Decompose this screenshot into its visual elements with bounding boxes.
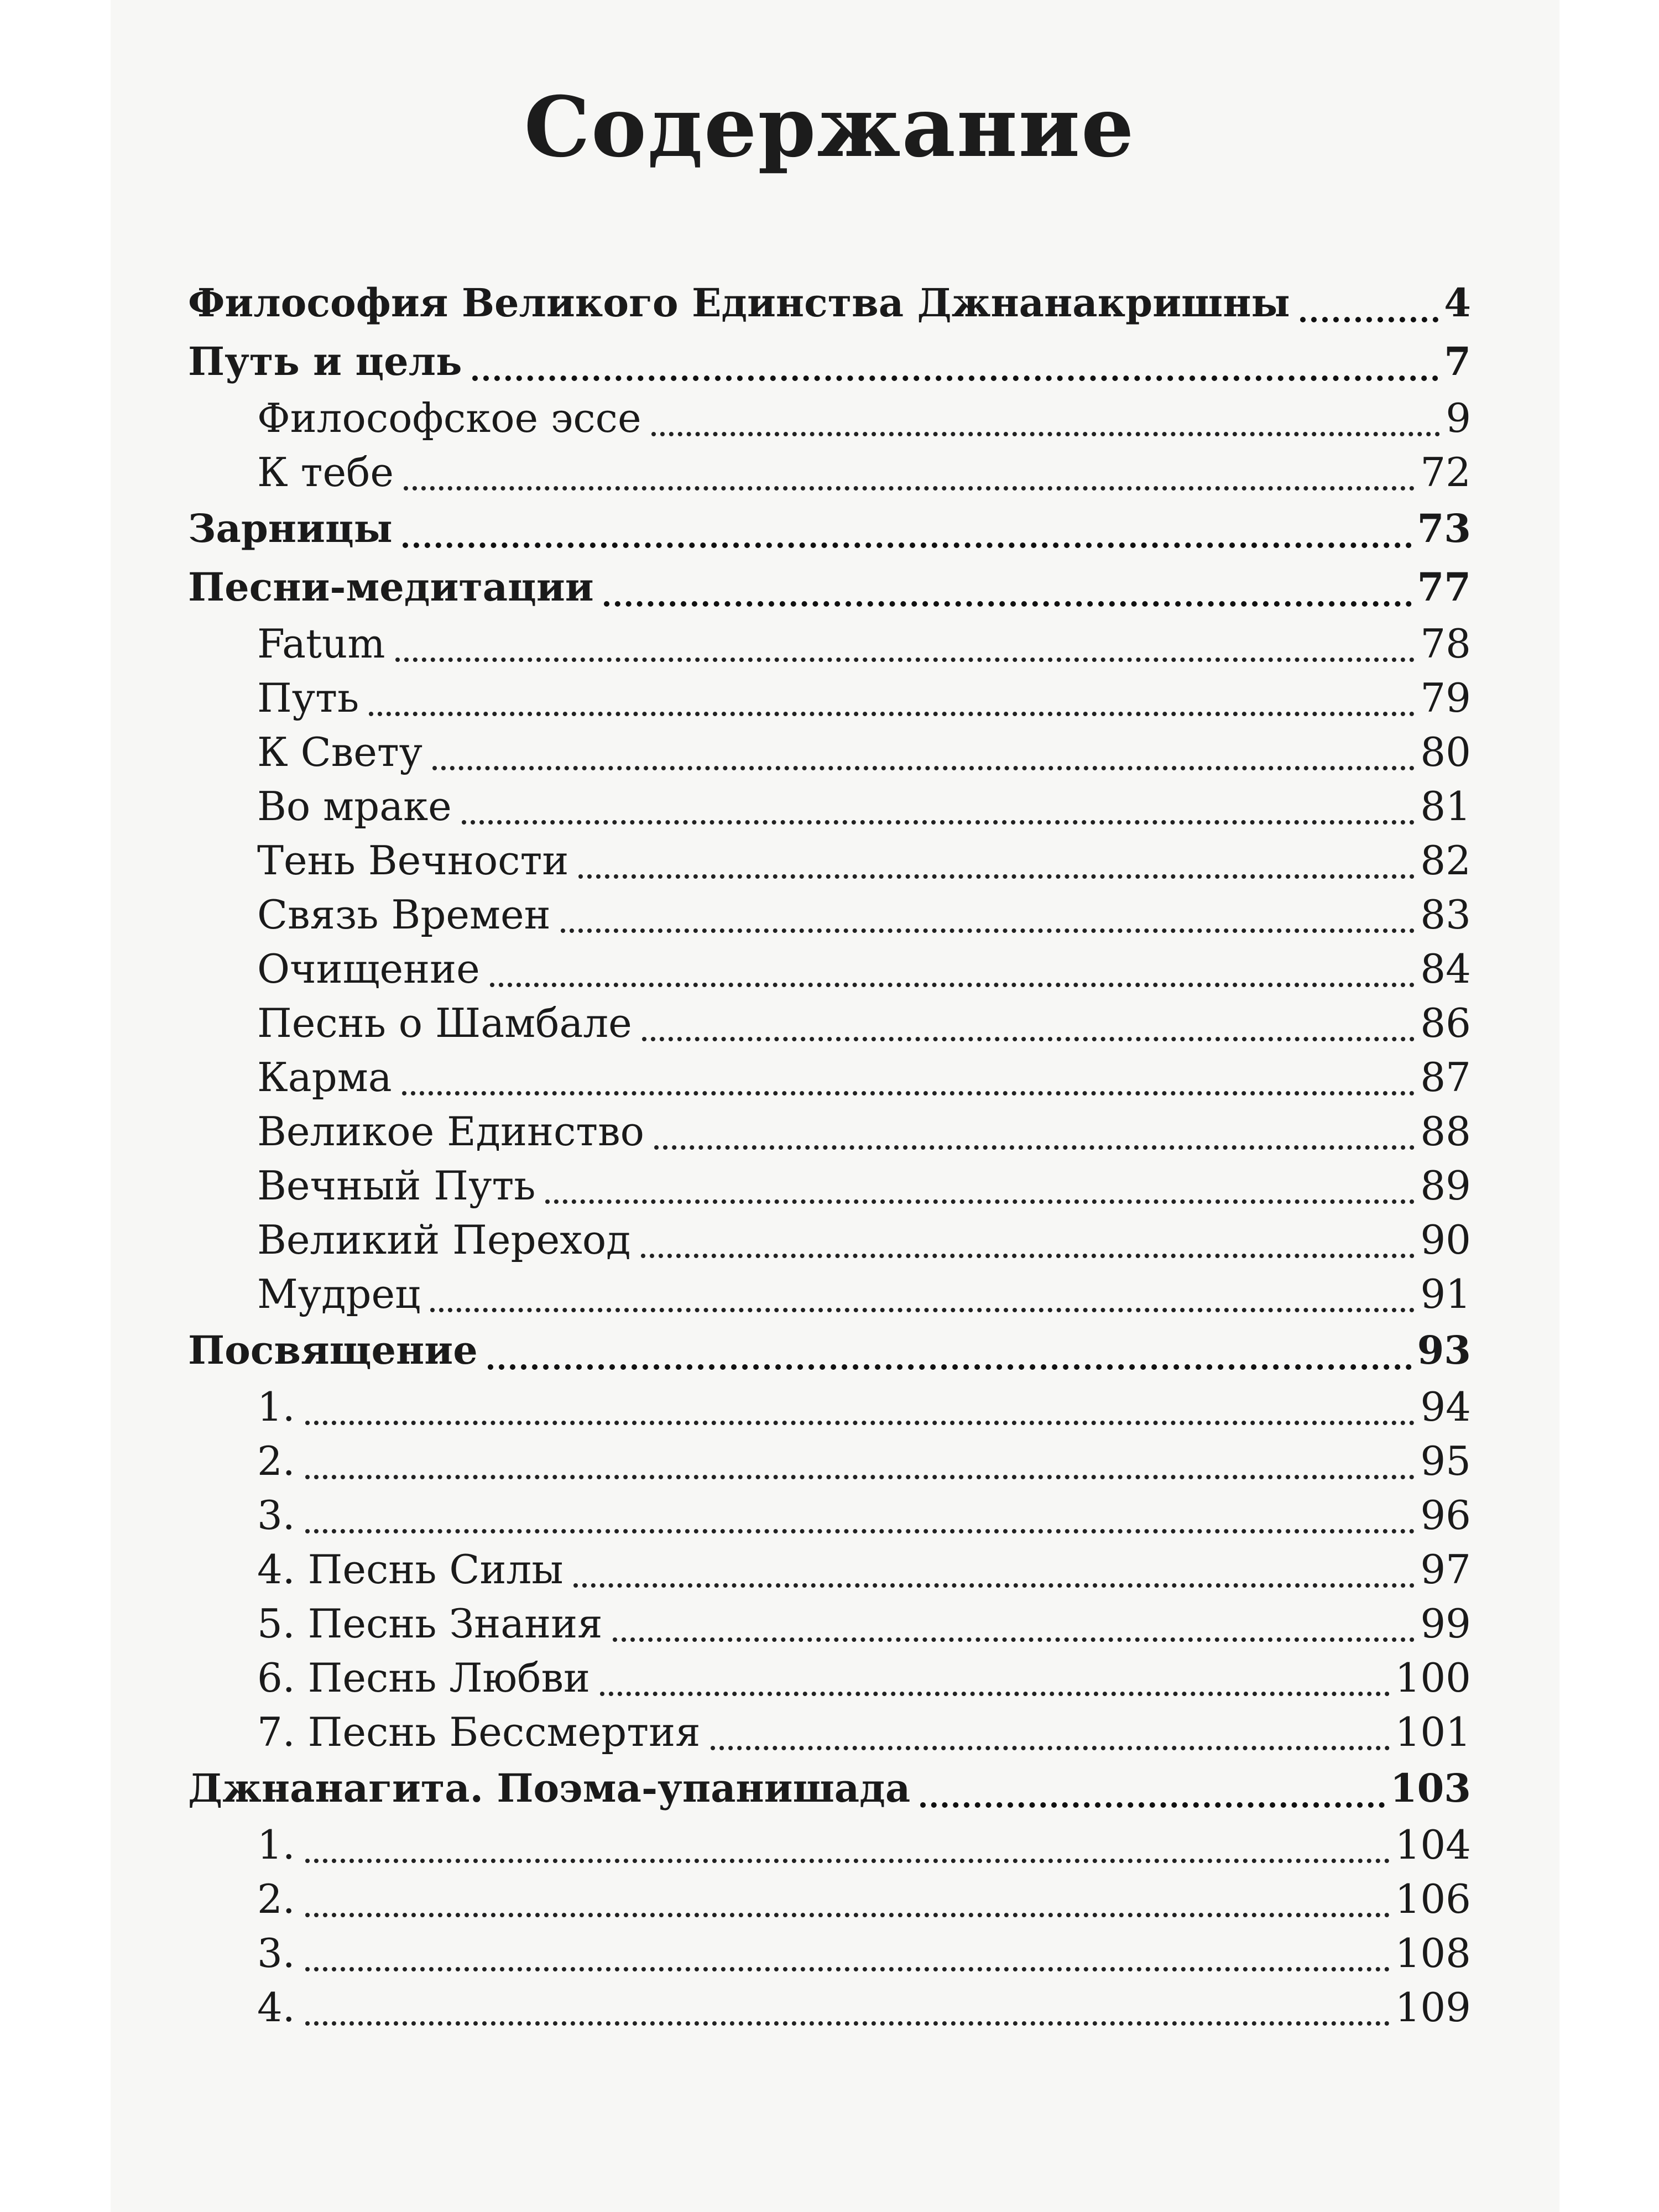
toc-entry-label: К тебе (257, 449, 394, 495)
dot-leader (369, 711, 1415, 716)
toc-entry-label: Путь (257, 675, 359, 721)
dot-leader (920, 1802, 1385, 1808)
toc-page-number: 79 (1420, 675, 1471, 721)
toc-page-number: 108 (1395, 1930, 1471, 1976)
dot-leader (472, 375, 1439, 381)
toc-page-number: 100 (1395, 1655, 1471, 1701)
dot-leader (711, 1745, 1390, 1750)
toc-page-number: 106 (1395, 1876, 1471, 1922)
toc-subentry (188, 1159, 1471, 1213)
toc-entry-label: 2. (257, 1438, 295, 1484)
toc-page-number: 91 (1420, 1271, 1471, 1317)
toc-page-number: 93 (1417, 1327, 1471, 1373)
toc-page-number: 109 (1395, 1984, 1471, 2031)
toc-section-entry (188, 558, 1471, 617)
dot-leader (403, 542, 1412, 548)
toc-entry-label: Fatum (257, 620, 385, 667)
toc-subentry (188, 1597, 1471, 1651)
toc-subentry (188, 1542, 1471, 1597)
toc-entry-label: Путь и цель (188, 338, 462, 384)
toc-section-entry (188, 274, 1471, 332)
toc-entry-label: К Свету (257, 729, 423, 775)
toc-entry-label: Тень Вечности (257, 837, 569, 884)
toc-entry-label: Зарницы (188, 505, 393, 551)
toc-page-number: 99 (1420, 1600, 1471, 1647)
page-title: Содержание (524, 79, 1135, 176)
toc-entry-label: Посвящение (188, 1327, 478, 1373)
dot-leader (404, 486, 1415, 491)
toc-page-number: 9 (1446, 395, 1471, 441)
toc-subentry (188, 1705, 1471, 1759)
page-right-margin (1559, 0, 1659, 2212)
dot-leader (402, 1091, 1415, 1095)
toc-entry-label: 1. (257, 1822, 295, 1868)
toc-page-number: 96 (1420, 1492, 1471, 1538)
toc-section-entry (188, 499, 1471, 558)
dot-leader (432, 765, 1415, 770)
toc-subentry (188, 1980, 1471, 2034)
toc-entry-label: Связь Времен (257, 891, 551, 938)
toc-entry-label: 6. Песнь Любви (257, 1655, 591, 1701)
toc-subentry (188, 833, 1471, 888)
toc-entries (188, 274, 1471, 2034)
toc-subentry (188, 1380, 1471, 1434)
dot-leader (600, 1691, 1390, 1696)
toc-entry-label: Великий Переход (257, 1217, 631, 1263)
toc-subentry (188, 1104, 1471, 1159)
toc-page-number: 90 (1420, 1217, 1471, 1263)
toc-entry-label: Песнь о Шамбале (257, 1000, 632, 1046)
toc-subentry (188, 996, 1471, 1050)
toc-subentry (188, 1926, 1471, 1980)
toc-subentry (188, 779, 1471, 833)
toc-page-number: 4 (1444, 280, 1471, 326)
toc-subentry (188, 1488, 1471, 1542)
toc-entry-label: Великое Единство (257, 1108, 644, 1155)
dot-leader (305, 1858, 1390, 1863)
toc-entry-label: 1. (257, 1384, 295, 1430)
toc-page-number: 104 (1395, 1822, 1471, 1868)
toc-page-number: 94 (1420, 1384, 1471, 1430)
toc-subentry (188, 888, 1471, 942)
toc-page-number: 84 (1420, 946, 1471, 992)
dot-leader (1300, 316, 1439, 322)
toc-subentry (188, 725, 1471, 779)
toc-entry-label: 3. (257, 1930, 295, 1976)
dot-leader (642, 1036, 1415, 1041)
dot-leader (305, 1420, 1415, 1425)
toc-section-entry (188, 1759, 1471, 1818)
dot-leader (305, 1528, 1415, 1533)
dot-leader (578, 874, 1415, 879)
toc-section-entry (188, 1321, 1471, 1380)
toc-entry-label: Вечный Путь (257, 1162, 536, 1209)
toc-entry-label: 5. Песнь Знания (257, 1600, 603, 1647)
dot-leader (488, 1364, 1412, 1370)
toc-page-number: 88 (1420, 1108, 1471, 1155)
toc-page-number: 103 (1390, 1765, 1471, 1811)
toc-page-number: 78 (1420, 620, 1471, 667)
toc-page-number: 81 (1420, 783, 1471, 830)
toc-page-number: 86 (1420, 1000, 1471, 1046)
dot-leader (430, 1307, 1415, 1312)
dot-leader (641, 1253, 1415, 1258)
toc-page-number: 89 (1420, 1162, 1471, 1209)
toc-entry-label: Философское эссе (257, 395, 641, 441)
toc-subentry (188, 1267, 1471, 1321)
dot-leader (305, 1912, 1390, 1917)
toc-entry-label: Джнанагита. Поэма-упанишада (188, 1765, 911, 1811)
toc-entry-label: Во мраке (257, 783, 452, 830)
toc-page-number: 7 (1444, 338, 1471, 384)
toc-entry-label: Очищение (257, 946, 480, 992)
toc-entry-label: Мудрец (257, 1271, 421, 1317)
toc-subentry (188, 1434, 1471, 1488)
dot-leader (305, 1474, 1415, 1479)
toc-subentry (188, 942, 1471, 996)
toc-entry-label: Карма (257, 1054, 392, 1100)
toc-section-entry (188, 332, 1471, 391)
dot-leader (573, 1583, 1415, 1588)
toc-subentry (188, 1651, 1471, 1705)
toc-subentry (188, 617, 1471, 671)
dot-leader (490, 982, 1415, 987)
dot-leader (395, 657, 1415, 662)
toc-entry-label: 4. Песнь Силы (257, 1546, 564, 1593)
dot-leader (305, 1966, 1390, 1971)
toc-page-number: 82 (1420, 837, 1471, 884)
toc-entry-label: 7. Песнь Бессмертия (257, 1709, 701, 1755)
toc-page-number: 97 (1420, 1546, 1471, 1593)
toc-subentry (188, 1818, 1471, 1872)
toc-page-number: 73 (1417, 505, 1471, 551)
toc-entry-label: Песни-медитации (188, 564, 594, 610)
dot-leader (545, 1199, 1415, 1204)
toc-subentry (188, 671, 1471, 725)
page-left-margin (0, 0, 111, 2212)
toc-subentry (188, 445, 1471, 499)
toc-subentry (188, 391, 1471, 445)
toc-page-number: 83 (1420, 891, 1471, 938)
toc-page-number: 77 (1417, 564, 1471, 610)
toc-page-number: 101 (1395, 1709, 1471, 1755)
dot-leader (613, 1637, 1415, 1642)
toc-page-number: 87 (1420, 1054, 1471, 1100)
toc-page-number: 80 (1420, 729, 1471, 775)
toc-entry-label: Философия Великого Единства Джнанакришны (188, 280, 1290, 326)
toc-subentry (188, 1050, 1471, 1104)
toc-page-number: 95 (1420, 1438, 1471, 1484)
dot-leader (462, 820, 1415, 825)
toc-entry-label: 4. (257, 1984, 295, 2031)
toc-page-number: 72 (1420, 449, 1471, 495)
dot-leader (604, 601, 1412, 607)
dot-leader (561, 928, 1415, 933)
dot-leader (305, 2021, 1390, 2026)
dot-leader (651, 431, 1441, 436)
toc-entry-label: 3. (257, 1492, 295, 1538)
toc-subentry (188, 1213, 1471, 1267)
toc-entry-label: 2. (257, 1876, 295, 1922)
dot-leader (654, 1145, 1415, 1150)
toc-subentry (188, 1872, 1471, 1926)
